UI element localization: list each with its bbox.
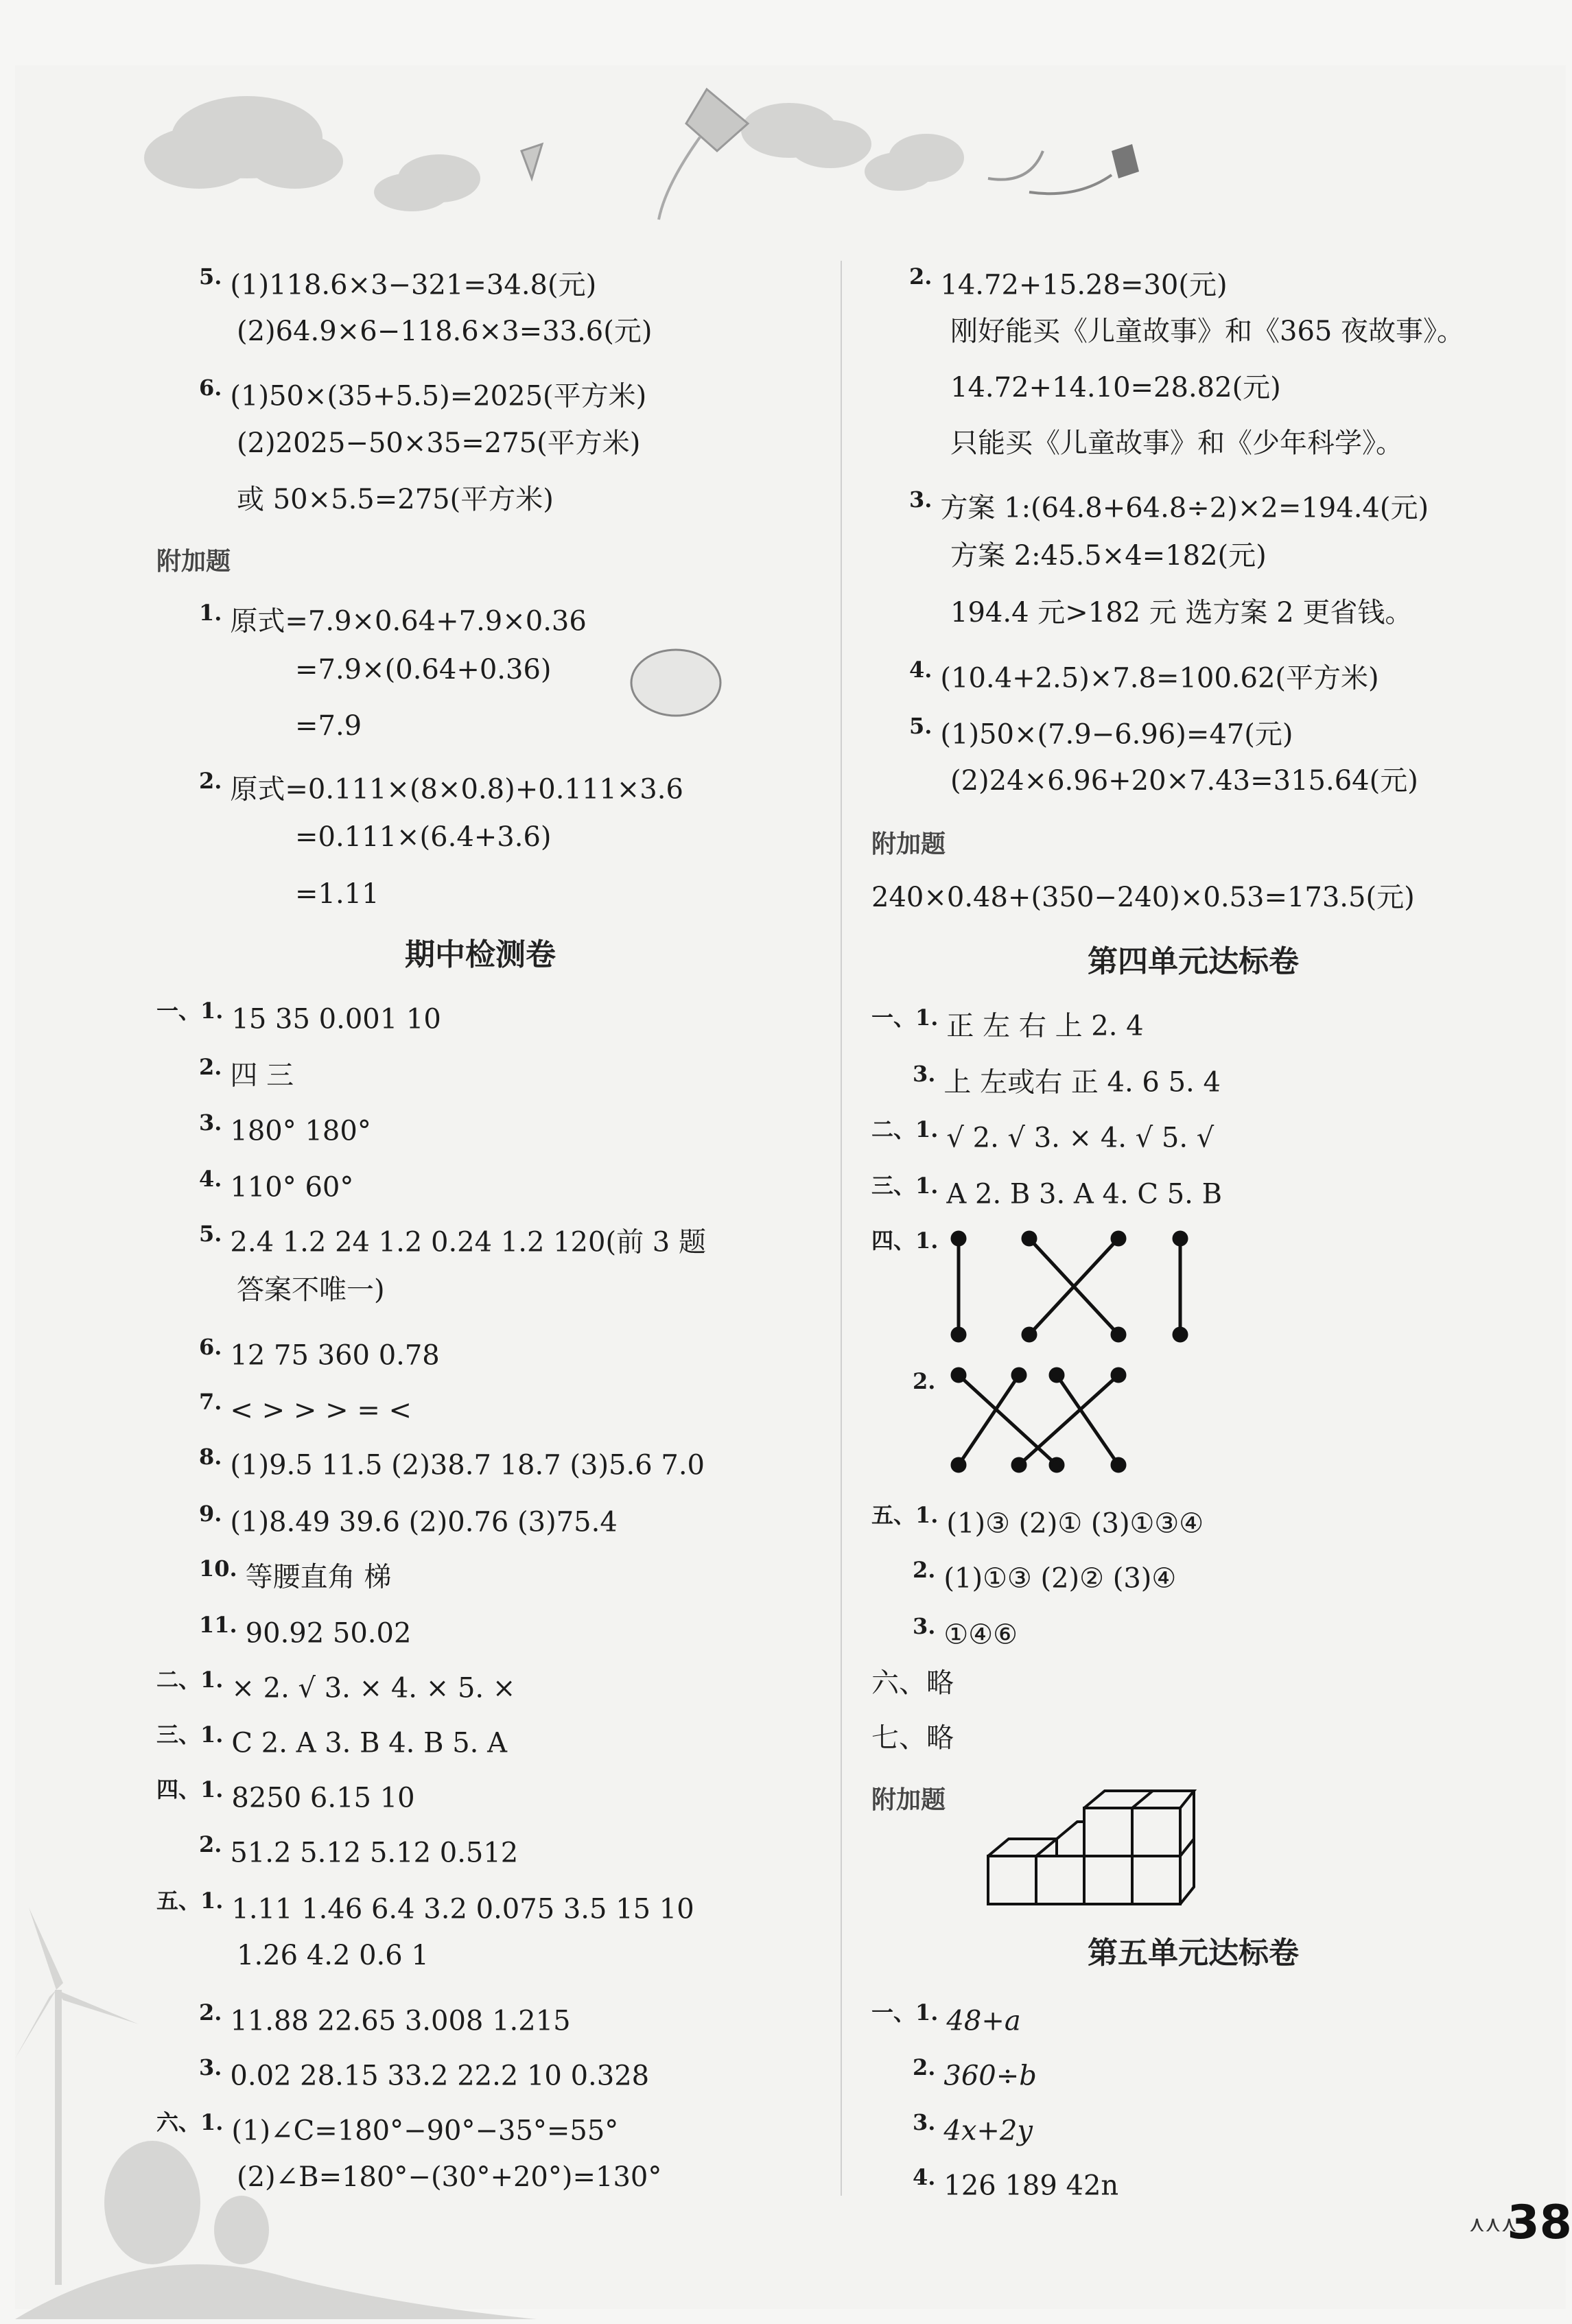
answer-line: =0.111×(6.4+3.6) — [295, 821, 552, 853]
answer-line: 2. 360÷b — [913, 2054, 1037, 2092]
answer-line: 三、1. A 2. B 3. A 4. C 5. B — [871, 1173, 1222, 1210]
answer-line: 1. 原式=7.9×0.64+7.9×0.36 — [199, 600, 587, 637]
section-label: 附加题 — [156, 548, 231, 576]
answer-line: 六、略 — [871, 1667, 954, 1699]
answer-line: 2. 原式=0.111×(8×0.8)+0.111×3.6 — [199, 768, 683, 806]
column-divider — [841, 261, 842, 2196]
answer-line: 5. 2.4 1.2 24 1.2 0.24 1.2 120(前 3 题 — [199, 1221, 706, 1258]
answer-line: 10. 等腰直角 梯 — [199, 1556, 392, 1593]
answer-line: 3. 0.02 28.15 33.2 22.2 10 0.328 — [199, 2054, 650, 2092]
matching-diagram-2 — [943, 1365, 1149, 1475]
answer-line: (2)2025−50×35=275(平方米) — [237, 427, 641, 459]
section-heading: 第五单元达标卷 — [1088, 1936, 1299, 1971]
section-label: 附加题 — [871, 1786, 946, 1814]
answer-line: 5. (1)118.6×3−321=34.8(元) — [199, 263, 597, 301]
answer-line: 2. 四 三 — [199, 1054, 294, 1092]
answer-line: 4. 110° 60° — [199, 1166, 354, 1204]
answer-line: 9. (1)8.49 39.6 (2)0.76 (3)75.4 — [199, 1501, 618, 1538]
answer-line: 194.4 元>182 元 选方案 2 更省钱。 — [950, 597, 1413, 629]
cube-figure — [981, 1787, 1201, 1908]
answer-line: 二、1. × 2. √ 3. × 4. × 5. × — [156, 1667, 516, 1704]
answer-line: 14.72+14.10=28.82(元) — [950, 372, 1281, 403]
answer-line: 七、略 — [871, 1722, 954, 1754]
answer-line: 四、1. 8250 6.15 10 — [156, 1776, 415, 1814]
answer-line: 或 50×5.5=275(平方米) — [237, 484, 554, 515]
answer-line: 五、1. (1)③ (2)① (3)①③④ — [871, 1502, 1204, 1540]
answer-line: 2. 14.72+15.28=30(元) — [909, 263, 1228, 301]
answer-line: 6. 12 75 360 0.78 — [199, 1334, 440, 1372]
answer-line: 7. < > > > = < — [199, 1389, 412, 1427]
answer-line: 4. 126 189 42n — [913, 2164, 1119, 2202]
answer-line: 3. 180° 180° — [199, 1110, 371, 1147]
answer-line: 刚好能买《儿童故事》和《365 夜故事》。 — [950, 316, 1465, 347]
answer-line: 五、1. 1.11 1.46 6.4 3.2 0.075 3.5 15 10 — [156, 1888, 694, 1925]
answer-line: 6. (1)50×(35+5.5)=2025(平方米) — [199, 375, 647, 412]
answer-line: 答案不唯一) — [237, 1274, 385, 1306]
answer-line: 11. 90.92 50.02 — [199, 1612, 412, 1650]
answer-line: =1.11 — [295, 878, 379, 910]
answer-line: 方案 2:45.5×4=182(元) — [950, 540, 1267, 572]
answer-line: (2)64.9×6−118.6×3=33.6(元) — [237, 316, 653, 347]
answer-line: (2)24×6.96+20×7.43=315.64(元) — [950, 765, 1418, 797]
answer-line: 2. 51.2 5.12 5.12 0.512 — [199, 1831, 519, 1869]
answer-line: 2. (1)①③ (2)② (3)④ — [913, 1557, 1177, 1595]
answer-line: 8. (1)9.5 11.5 (2)38.7 18.7 (3)5.6 7.0 — [199, 1444, 705, 1481]
answer-line: 四、1. — [871, 1228, 939, 1254]
page-number: 38 — [1507, 2196, 1572, 2250]
answer-line: 3. ①④⑥ — [913, 1613, 1018, 1651]
answer-line: 2. — [913, 1368, 936, 1394]
answer-line: =7.9 — [295, 710, 362, 742]
answer-line: 三、1. C 2. A 3. B 4. B 5. A — [156, 1722, 507, 1759]
answer-line: 只能买《儿童故事》和《少年科学》。 — [950, 427, 1403, 459]
answer-line: (2)∠B=180°−(30°+20°)=130° — [237, 2161, 662, 2193]
answer-line: 一、1. 48+a — [871, 1999, 1021, 2037]
footer-ornament: ⋏⋏⋏ — [1468, 2211, 1517, 2237]
answer-line: 240×0.48+(350−240)×0.53=173.5(元) — [871, 882, 1415, 913]
answer-line: 二、1. √ 2. √ 3. × 4. √ 5. √ — [871, 1116, 1215, 1154]
answer-line: 4. (10.4+2.5)×7.8=100.62(平方米) — [909, 657, 1379, 694]
answer-line: 六、1. (1)∠C=180°−90°−35°=55° — [156, 2109, 619, 2147]
answer-line: 2. 11.88 22.65 3.008 1.215 — [199, 1999, 571, 2037]
answer-line: 一、1. 15 35 0.001 10 — [156, 998, 441, 1035]
matching-diagram-1 — [943, 1228, 1197, 1345]
section-heading: 期中检测卷 — [405, 937, 556, 972]
answer-line: 5. (1)50×(7.9−6.96)=47(元) — [909, 713, 1293, 751]
stamp-logo — [628, 645, 724, 720]
answer-line: 3. 方案 1:(64.8+64.8÷2)×2=194.4(元) — [909, 486, 1429, 524]
header-illustration — [137, 75, 1201, 226]
section-label: 附加题 — [871, 830, 946, 858]
answer-line: 3. 4x+2y — [913, 2109, 1033, 2147]
answer-line: 3. 上 左或右 正 4. 6 5. 4 — [913, 1061, 1221, 1099]
answer-line: =7.9×(0.64+0.36) — [295, 654, 552, 685]
answer-line: 1.26 4.2 0.6 1 — [237, 1940, 429, 1971]
section-heading: 第四单元达标卷 — [1088, 944, 1299, 979]
answer-line: 一、1. 正 左 右 上 2. 4 — [871, 1005, 1144, 1042]
